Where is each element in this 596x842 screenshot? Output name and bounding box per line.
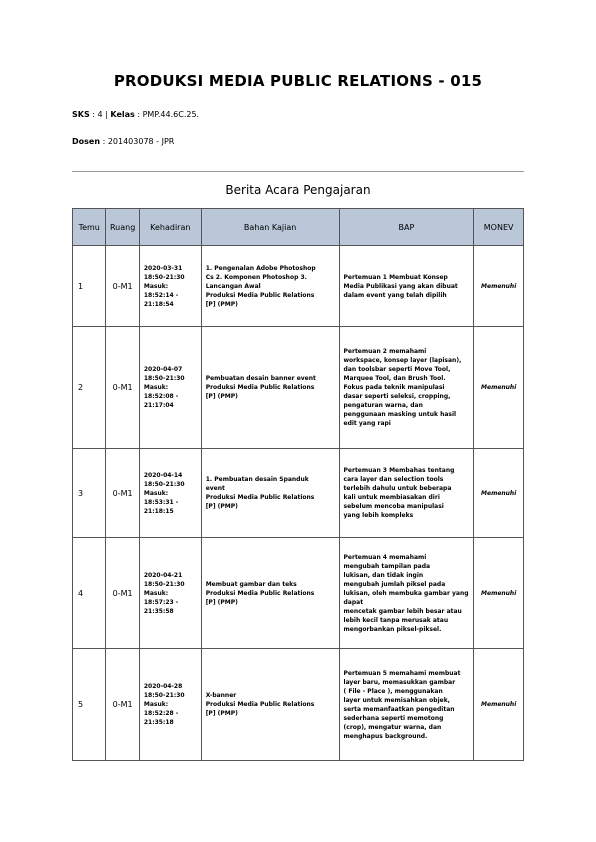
header-kehadiran: Kehadiran (139, 209, 201, 246)
kehadiran-line: 21:18:15 (143, 507, 174, 515)
bahan-line: Produksi Media Public Relations (205, 701, 315, 708)
cell-temu: 5 (73, 649, 106, 761)
kehadiran-line: 18:53:31 - (143, 498, 179, 506)
bap-line: Media Publikasi yang akan dibuat (343, 282, 458, 290)
sks-label: SKS (72, 110, 90, 119)
cell-monev: Memenuhi (474, 327, 524, 449)
bap-line: Marquee Tool, dan Brush Tool. (343, 375, 446, 382)
table-header-row (73, 209, 524, 246)
cell-bap (339, 538, 474, 649)
bap-line: Pertemuan 3 Membahas tentang (343, 467, 455, 474)
bap-line: layer baru, memasukkan gambar (343, 678, 456, 686)
bahan-line: event (205, 485, 225, 492)
dosen-label: Dosen (72, 137, 101, 146)
cell-monev: Memenuhi (474, 246, 524, 327)
header-bahan-kajian: Bahan Kajian (201, 209, 339, 246)
header-ruang: Ruang (106, 209, 139, 246)
kehadiran-line: 21:35:18 (143, 719, 174, 726)
bahan-line: Cs 2. Komponen Photoshop 3. (205, 273, 307, 281)
header-bap: BAP (339, 209, 474, 246)
cell-temu: 4 (73, 538, 106, 649)
header-monev: MONEV (474, 209, 524, 246)
bahan-line: [P] (PMP) (205, 300, 238, 308)
kehadiran-line: 21:17:04 (143, 402, 174, 409)
bap-line: sederhana seperti memotong (343, 714, 444, 722)
bap-line: yang lebih kompleks (343, 512, 414, 519)
cell-ruang: 0-M1 (106, 449, 139, 538)
bap-line: layer untuk memisahkan objek, (343, 696, 450, 704)
kehadiran-line: Masuk: (143, 701, 169, 708)
bap-line: lebih kecil tanpa merusak atau (343, 616, 449, 624)
bap-line: sebelum mencoba manipulasi (343, 503, 444, 510)
table-row (73, 449, 524, 538)
bap-line: dan toolsbar seperti Move Tool, (343, 366, 451, 373)
bahan-line: Produksi Media Public Relations (205, 291, 315, 299)
bap-line: Pertemuan 5 memahami membuat (343, 669, 461, 677)
dosen-value: : 201403078 - JPR (102, 137, 175, 146)
bap-line: (crop), mengatur warna, dan (343, 723, 442, 731)
cell-bahan (201, 649, 339, 761)
bap-line: lukisan, oleh membuka gambar yang dapat (343, 589, 469, 606)
cell-kehadiran (139, 246, 201, 327)
bahan-line: X-banner (205, 692, 237, 699)
kehadiran-line: 21:18:54 (143, 300, 174, 308)
bahan-line: [P] (PMP) (205, 393, 238, 400)
cell-ruang: 0-M1 (106, 327, 139, 449)
bap-line: ( File - Place ), menggunakan (343, 687, 443, 695)
kehadiran-line: 18:52:14 - (143, 291, 179, 299)
sks-value: : 4 | (92, 110, 108, 119)
bap-line: terlebih dahulu untuk beberapa (343, 485, 452, 492)
kehadiran-line: Masuk: (143, 282, 169, 290)
kehadiran-line: 21:35:58 (143, 607, 174, 615)
kehadiran-line: 2020-04-14 (143, 471, 183, 479)
kehadiran-line: Masuk: (143, 384, 169, 391)
bap-line: dasar seperti seleksi, cropping, (343, 393, 451, 400)
cell-kehadiran (139, 449, 201, 538)
cell-monev: Memenuhi (474, 649, 524, 761)
cell-bahan (201, 246, 339, 327)
bahan-line: [P] (PMP) (205, 503, 238, 510)
cell-ruang: 0-M1 (106, 649, 139, 761)
bahan-line: Pembuatan desain banner event (205, 375, 316, 382)
bahan-line: Produksi Media Public Relations (205, 494, 315, 501)
table-row (73, 246, 524, 327)
bahan-line: Produksi Media Public Relations (205, 589, 315, 597)
kelas-label: Kelas (110, 110, 135, 119)
cell-monev: Memenuhi (474, 538, 524, 649)
kehadiran-line: 18:50-21:30 (143, 273, 185, 281)
bap-line: Pertemuan 1 Membuat Konsep (343, 273, 448, 281)
bap-line: penggunaan masking untuk hasil (343, 411, 457, 418)
kehadiran-line: 18:52:28 - (143, 710, 179, 717)
kehadiran-line: 18:50-21:30 (143, 375, 185, 382)
cell-temu: 3 (73, 449, 106, 538)
bahan-line: 1. Pembuatan desain Spanduk (205, 476, 309, 483)
cell-bahan (201, 327, 339, 449)
bap-line: Pertemuan 4 memahami (343, 553, 427, 561)
kehadiran-line: 2020-04-28 (143, 683, 183, 690)
bap-line: menghapus background. (343, 732, 428, 740)
cell-kehadiran (139, 327, 201, 449)
cell-monev: Memenuhi (474, 449, 524, 538)
cell-kehadiran (139, 649, 201, 761)
cell-ruang: 0-M1 (106, 538, 139, 649)
bap-line: mengubah jumlah piksel pada (343, 580, 446, 588)
header-temu: Temu (73, 209, 106, 246)
cell-bahan (201, 449, 339, 538)
table-row (73, 327, 524, 449)
bap-line: mengubah tampilan pada (343, 562, 431, 570)
kehadiran-line: 2020-03-31 (143, 264, 183, 272)
bap-line: serta memanfaatkan pengeditan (343, 705, 455, 713)
section-title: Berita Acara Pengajaran (225, 183, 371, 197)
bap-line: workspace, konsep layer (lapisan), (343, 357, 462, 364)
bap-line: Fokus pada teknik manipulasi (343, 384, 445, 391)
bahan-line: [P] (PMP) (205, 598, 238, 606)
kehadiran-line: 18:52:08 - (143, 393, 179, 400)
bap-line: Pertemuan 2 memahami (343, 348, 427, 355)
bap-line: kali untuk membiasakan diri (343, 494, 440, 501)
kehadiran-line: 18:57:23 - (143, 598, 179, 606)
kehadiran-line: 18:50-21:30 (143, 480, 185, 488)
kehadiran-line: 2020-04-07 (143, 366, 183, 373)
kehadiran-line: Masuk: (143, 489, 169, 497)
course-info (72, 110, 199, 119)
bap-line: mengorbankan piksel-piksel. (343, 625, 442, 633)
bahan-line: Produksi Media Public Relations (205, 384, 315, 391)
kehadiran-line: Masuk: (143, 589, 169, 597)
bap-line: mencetak gambar lebih besar atau (343, 607, 462, 615)
kelas-value: : PMP.44.6C.25. (137, 110, 200, 119)
bahan-line: Lancangan Awal (205, 282, 261, 290)
bap-line: cara layer dan selection tools (343, 476, 444, 483)
document-title: PRODUKSI MEDIA PUBLIC RELATIONS - 015 (113, 72, 483, 90)
bap-line: edit yang rapi (343, 420, 391, 427)
teaching-log-table (72, 208, 524, 761)
kehadiran-line: 2020-04-21 (143, 571, 183, 579)
cell-ruang: 0-M1 (106, 246, 139, 327)
table-row (73, 538, 524, 649)
cell-bahan (201, 538, 339, 649)
lecturer-info (72, 137, 174, 146)
cell-bap (339, 449, 474, 538)
bap-line: dalam event yang telah dipilih (343, 291, 447, 299)
table-row (73, 649, 524, 761)
cell-kehadiran (139, 538, 201, 649)
kehadiran-line: 18:50-21:30 (143, 580, 185, 588)
bahan-line: Membuat gambar dan teks (205, 580, 297, 588)
cell-bap (339, 246, 474, 327)
kehadiran-line: 18:50-21:30 (143, 692, 185, 699)
cell-bap (339, 649, 474, 761)
cell-bap (339, 327, 474, 449)
bahan-line: 1. Pengenalan Adobe Photoshop (205, 264, 316, 272)
cell-temu: 1 (73, 246, 106, 327)
bap-line: pengaturan warna, dan (343, 402, 423, 409)
bap-line: lukisan, dan tidak ingin (343, 571, 424, 579)
bahan-line: [P] (PMP) (205, 710, 238, 717)
cell-temu: 2 (73, 327, 106, 449)
divider (72, 171, 524, 172)
